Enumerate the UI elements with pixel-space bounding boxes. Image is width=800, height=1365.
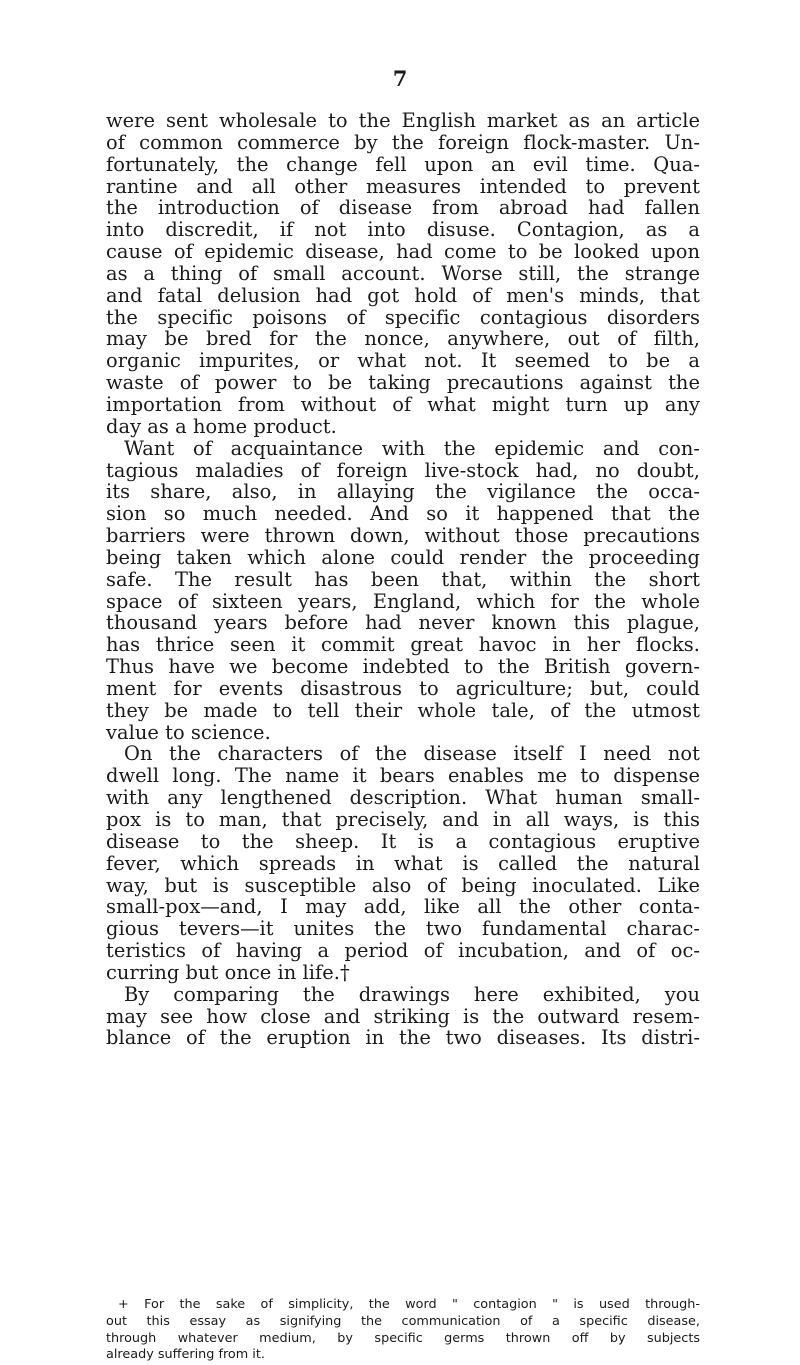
text-line: pox is to man, that precisely, and in all ways, is this (106, 808, 700, 831)
text-line: its share, also, in allaying the vigilance the occa- (106, 480, 700, 504)
text-line: cause of epidemic disease, had come to be looked upon (106, 240, 700, 264)
text-line: curring but once in life.† (106, 960, 350, 984)
text-line: ment for events disastrous to agriculture; but, could (106, 676, 700, 700)
paragraph-start: By comparing the drawings here exhibited, you (124, 982, 700, 1006)
text-line: they be made to tell their whole tale, of the utmost (106, 698, 700, 722)
text-line: tagious maladies of foreign live-stock had, no doubt, (106, 458, 700, 482)
text-line: space of sixteen years, England, which for the whole (106, 589, 700, 613)
text-line: dwell long. The name it bears enables me to dispense (106, 764, 700, 788)
text-line: Thus have we become indebted to the British govern- (106, 655, 700, 679)
text-line: fever, which spreads in what is called the natural (106, 851, 700, 875)
footnote (106, 1297, 700, 1364)
footnote-line: + For the sake of simplicity, the word " contagion " is used through- (118, 1297, 700, 1312)
text-line: importation from without of what might turn up any (106, 392, 700, 416)
text-line: organic impurites, or what not. It seemed to be a (106, 349, 700, 373)
text-line: safe. The result has been that, within the short (106, 567, 700, 591)
text-line: with any lengthened description. What human small- (106, 786, 700, 810)
text-line: and fatal delusion had got hold of men's minds, that (106, 283, 700, 307)
text-line: the specific poisons of specific contagious disorders (106, 305, 700, 329)
text-line: value to science. (106, 720, 271, 744)
text-line: waste of power to be taking precautions against the (106, 371, 700, 395)
text-line: teristics of having a period of incubation, and of oc- (106, 939, 700, 963)
footnote-line: out this essay as signifying the communication of a specific disease, (106, 1313, 700, 1329)
text-line: rantine and all other measures intended to prevent (106, 174, 700, 198)
body-text (106, 110, 700, 1049)
text-line: of common commerce by the foreign flock-master. Un- (106, 130, 700, 154)
footnote-line: already suffering from it. (106, 1347, 265, 1363)
text-line: were sent wholesale to the English market as an article (106, 109, 700, 132)
text-line: sion so much needed. And so it happened that the (106, 502, 700, 526)
text-line: blance of the eruption in the two diseases. Its distri- (106, 1026, 700, 1050)
text-line: may be bred for the nonce, anywhere, out of filth, (106, 327, 700, 351)
text-line: small-pox—and, I may add, like all the other conta- (106, 895, 700, 919)
text-line: way, but is susceptible also of being inoculated. Like (106, 873, 700, 897)
text-line: fortunately, the change fell upon an evil time. Qua- (106, 152, 700, 176)
text-line: gious tevers—it unites the two fundamental charac- (106, 917, 700, 941)
text-line: has thrice seen it commit great havoc in her flocks. (106, 633, 700, 657)
text-line: the introduction of disease from abroad had fallen (106, 196, 700, 220)
paragraph-start: On the characters of the disease itself I need not (124, 742, 700, 766)
text-line: as a thing of small account. Worse still, the strange (106, 261, 700, 285)
text-line: may see how close and striking is the outward resem- (106, 1004, 700, 1028)
text-line: being taken which alone could render the proceeding (106, 545, 700, 569)
page-number: 7 (392, 66, 408, 91)
text-line: thousand years before had never known this plague, (106, 611, 700, 635)
text-line: into discredit, if not into disuse. Contagion, as a (106, 218, 700, 242)
text-line: disease to the sheep. It is a contagious eruptive (106, 829, 700, 853)
text-line: day as a home product. (106, 414, 337, 438)
paragraph-start: Want of acquaintance with the epidemic and con- (124, 436, 700, 460)
footnote-line: through whatever medium, by specific germs thrown off by subjects (106, 1330, 700, 1346)
text-line: barriers were thrown down, without those precautions (106, 524, 700, 548)
